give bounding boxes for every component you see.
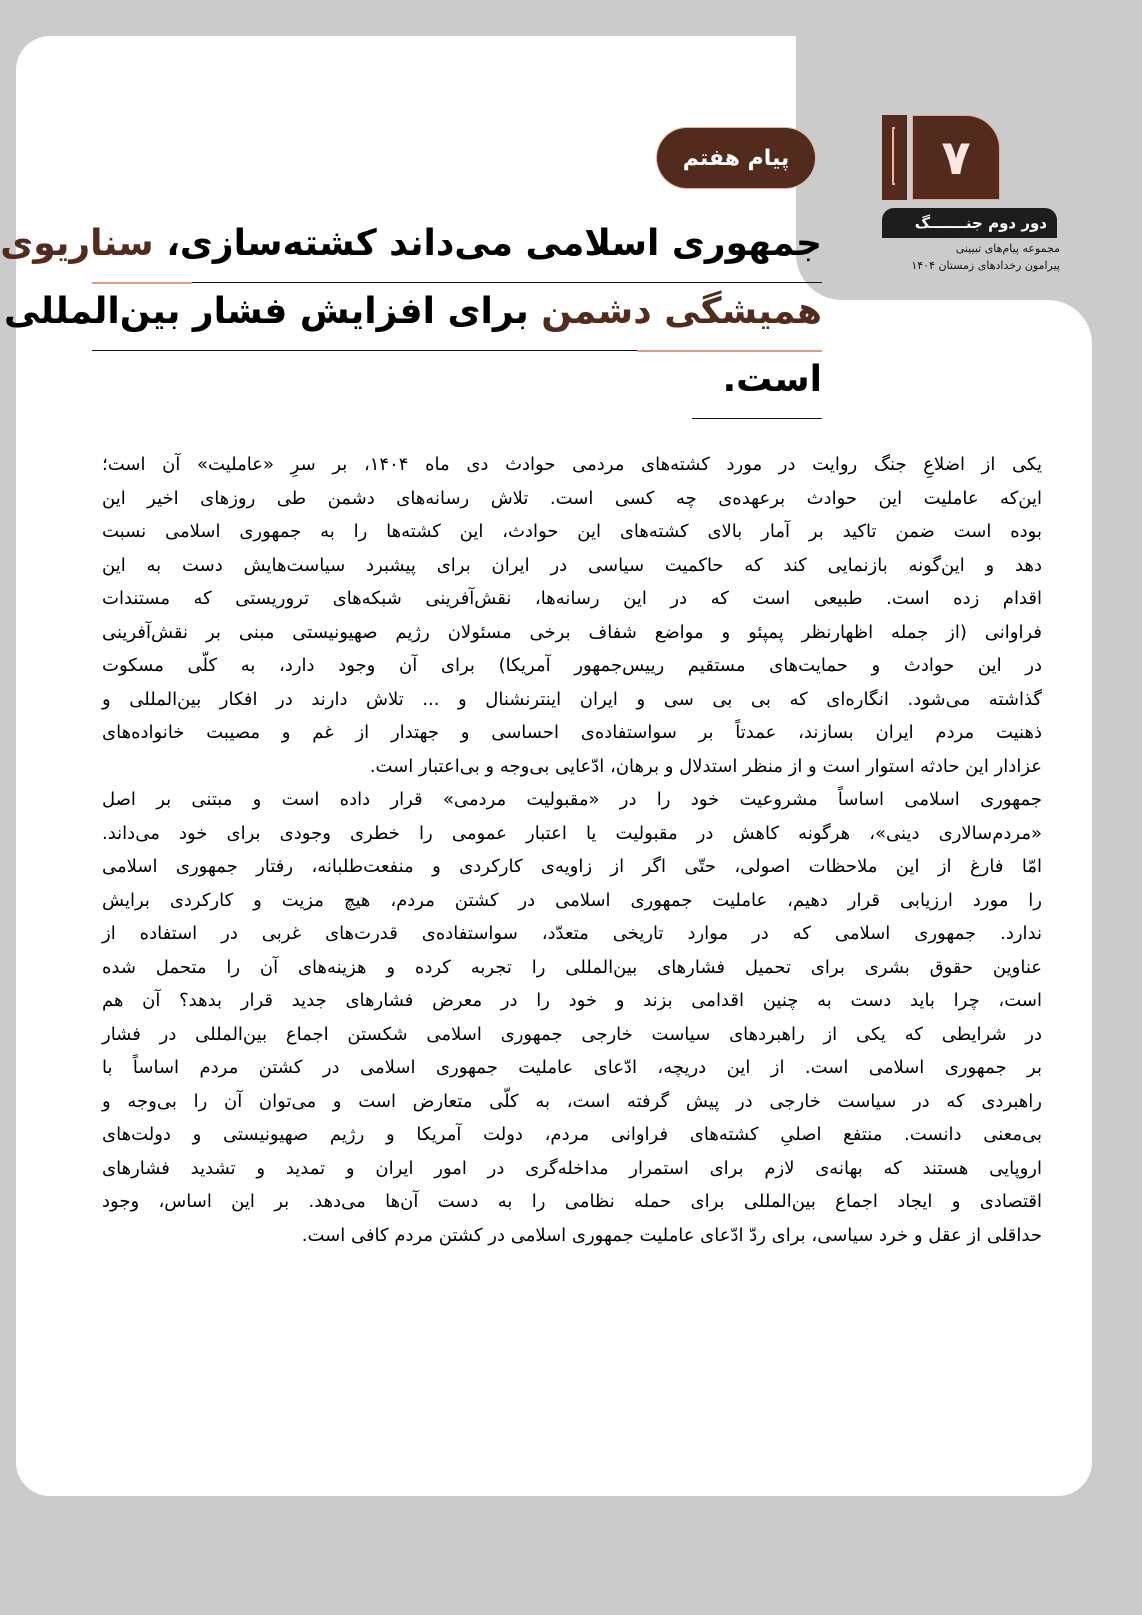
series-banner: دور دوم جنـــــــگ (882, 208, 1057, 238)
body-line: اقدام زده است. طبیعی است که در این رسانه‌ها، نقش‌آفرینی شبکه‌های تروریستی که مستندات (102, 588, 1042, 609)
body-line: حداقلی از عقل و خرد سیاسی، برای ردّ ادّعای عاملیت جمهوری اسلامی در کشتن مردم کافی است. (301, 1224, 1042, 1246)
article-body (102, 448, 1042, 1252)
body-line: «مردم‌سالاری دینی»، هرگونه کاهش در مقبولیت یا اعتبار عمومی را خطری وجودی برای خود می‌داند. (102, 822, 1042, 844)
body-line: دهد و این‌گونه بازنمایی کند که حاکمیت سیاسی در ایران برای پیشبرد سیاست‌هایش دست به این (102, 554, 1042, 576)
body-line: راهبردی که در سیاست خارجی در پیش گرفته است، به کلّی متعارض است و می‌توان آن را بی‌وجه و (102, 1090, 1042, 1112)
logo-side-strip (882, 115, 907, 200)
series-subtitle-line1: مجموعه پیام‌های تبیینی (955, 242, 1060, 255)
body-line: این‌که عاملیت این حوادث برعهده‌ی چه کسی است. تلاش رسانه‌های دشمن طی روزهای اخیر این (102, 487, 1042, 509)
body-line: گذاشته می‌شود. انگاره‌ای که بی بی سی و ایران اینترنشنال و ... تلاش دارند در افکار بین‌المللی و (102, 688, 1042, 710)
headline-line-3: است. (692, 351, 822, 419)
body-line: بر جمهوری اسلامی است. از این دریچه، ادّعای عاملیت جمهوری اسلامی در کشتن مردم اساساً با (102, 1057, 1042, 1078)
body-line: امّا فارغ از این ملاحظات اصولی، حتّی اگر از زاویه‌ی کارکردی و منفعت‌طلبانه، رفتار جمهوری اسلامی (102, 856, 1042, 877)
series-subtitle (878, 240, 1060, 274)
headline-text: برای افزایش فشار بین‌المللی (3, 291, 542, 332)
headline-line-1 (0, 215, 822, 283)
body-line: ندارد. جمهوری اسلامی که در موارد تاریخی متعدّد، سواستفاده‌ی قدرت‌های غربی در استفاده از (102, 923, 1042, 944)
body-line: ذهنیت مردم ایران بسازند، عمدتاً بر سواستفاده‌ی احساسی و جهتدار از غم و مصیبت خانواده‌های (102, 722, 1042, 743)
series-subtitle-line2: پیرامون رخدادهای زمستان ۱۴۰۴ (911, 259, 1060, 272)
body-line: در شرایطی که یکی از راهبردهای سیاست خارجی جمهوری اسلامی شکستن اجماع بین‌المللی در فشار (102, 1023, 1042, 1045)
body-line: در این حوادث و حمایت‌های مستقیم رییس‌جمهور آمریکا) برای آن وجود دارد، به کلّی مسکوت (102, 655, 1042, 676)
body-line: فراوانی (از جمله اظهارنظر پمپئو و مواضع شفاف برخی مسئولان رژیم صهیونیستی مبنی بر نقش‌آفرینی (102, 621, 1042, 643)
message-badge: پیام هفتم (657, 128, 815, 188)
body-line: بی‌معنی دانست. منتفع اصلیِ کشته‌های فراوانی مردم، دولت آمریکا و رژیم صهیونیستی و دولت‌های (102, 1124, 1042, 1145)
body-line: را مورد ارزیابی قرار دهیم، عاملیت جمهوری اسلامی در کشتن مردم، هیچ مزیت و کارکردی برایش (102, 889, 1042, 911)
body-line: عزادار این حادثه استوار است و از منظر استدلال و برهان، ادّعایی بی‌وجه و بی‌اعتبار است. (369, 755, 1042, 777)
body-line: اقتصادی و ایجاد اجماع بین‌المللی برای حمله نظامی را به دست آن‌ها می‌دهد. بر این اساس، وجود (102, 1191, 1042, 1212)
body-line: عناوین حقوق بشری برای تحمیل فشارهای بین‌المللی را تجربه کرده و هزینه‌های آن را متحمل شده (102, 956, 1042, 978)
headline-accent: سناریوی (0, 223, 154, 264)
body-line: یکی از اضلاعِ جنگ روایت در مورد کشته‌های مردمی حوادث دی ماه ۱۴۰۴، بر سرِ «عاملیت» آن است؛ (102, 454, 1043, 475)
body-line: است، چرا باید دست به چنین اقدامی بزند و خود را در معرض فشارهای جدید قرار بدهد؟ آن هم (102, 990, 1042, 1011)
body-line: بوده است ضمن تاکید بر آمار بالای کشته‌های این حوادث، این کشته‌ها را به جمهوری اسلامی نسبت (102, 521, 1042, 542)
headline-text: جمهوری اسلامی می‌داند کشته‌سازی، (153, 223, 822, 264)
body-line: اروپایی هستند که بهانه‌ی لازم برای استمرار مداخله‌گری در امور ایران و تمدید و تشدید فشارهای (102, 1157, 1042, 1179)
body-line: جمهوری اسلامی اساساً مشروعیت خود را در «مقبولیت مردمی» قرار داده است و مبتنی بر اصل (102, 789, 1042, 810)
headline-line-2 (3, 283, 822, 351)
headline-accent: همیشگی دشمن (541, 291, 822, 332)
logo-ornament-icon (892, 127, 895, 185)
issue-number: ۷ (912, 115, 1000, 200)
page-title (0, 215, 822, 419)
